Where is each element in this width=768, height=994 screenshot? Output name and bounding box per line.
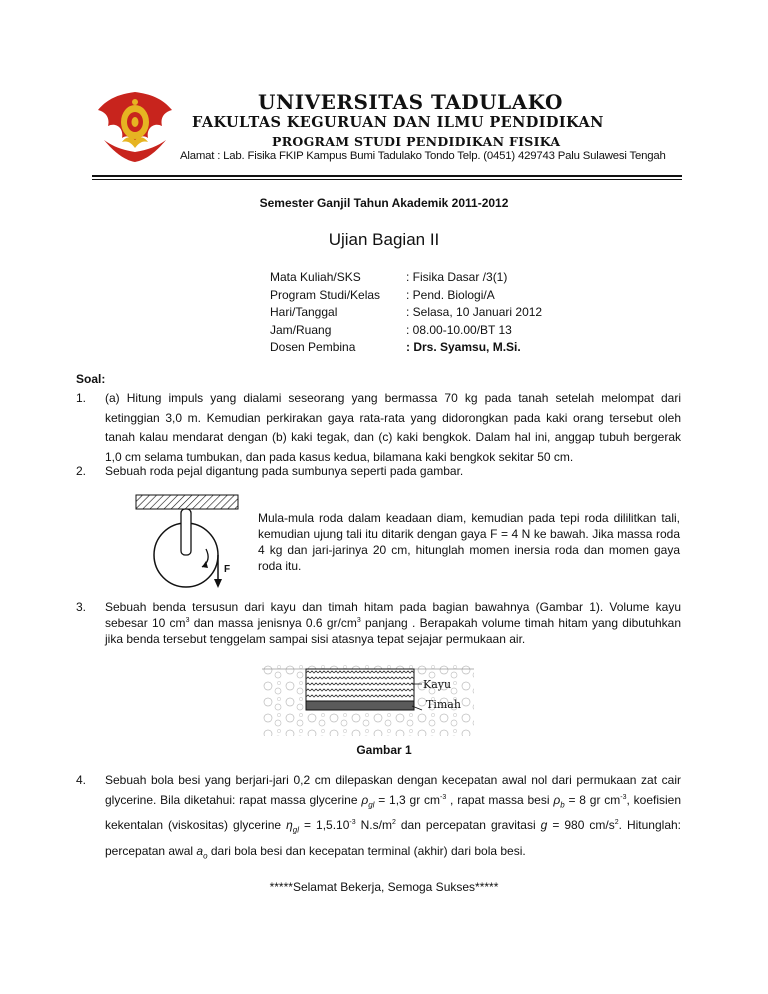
superscript: -3 xyxy=(620,794,627,801)
subscript: b xyxy=(560,800,565,810)
info-label: Program Studi/Kelas xyxy=(270,287,381,302)
info-row xyxy=(270,322,542,340)
text-segment: = 1,3 gr cm xyxy=(374,793,441,807)
info-label: Jam/Ruang xyxy=(270,322,332,337)
text-segment: panjang . Berapakah volume timah hitam yang dibutuhkan jika benda tersebut tenggelam sampai sisi atasnya tepat sejajar permukaan air. xyxy=(105,616,682,646)
question-number: 1. xyxy=(76,391,87,405)
figure-1-caption: Gambar 1 xyxy=(356,743,412,757)
symbol-rho: ρ xyxy=(361,793,369,807)
subscript: gl xyxy=(368,800,375,810)
question-text xyxy=(105,599,681,647)
header-rule xyxy=(92,175,682,177)
question-number: 3. xyxy=(76,600,87,614)
info-label: Mata Kuliah/SKS xyxy=(270,270,361,284)
wheel-diagram xyxy=(130,493,250,598)
question-text xyxy=(105,770,681,866)
text-segment: N.s/m xyxy=(355,818,392,833)
subscript: gl xyxy=(292,825,299,835)
text-segment: , koefisien kekentalan (viskositas) glycerine xyxy=(105,793,682,833)
superscript: 3 xyxy=(356,617,361,624)
text-segment: dari bola besi dan kecepatan terminal (akhir) dari bola besi. xyxy=(207,843,526,858)
symbol-a: a xyxy=(196,843,204,858)
label-kayu: Kayu xyxy=(423,678,452,691)
text-segment: dan percepatan gravitasi xyxy=(395,818,541,833)
question-4 xyxy=(76,770,681,866)
soal-label: Soal: xyxy=(76,372,106,386)
text-segment: dan massa jenisnya 0.6 gr/cm xyxy=(189,616,357,630)
info-value: : 08.00-10.00/BT 13 xyxy=(406,322,512,337)
question-2-description: Mula-mula roda dalam keadaan diam, kemudian pada tepi roda dililitkan tali, kemudian ujung tali itu ditarik dengan gaya F = 4 N ke bawah. Jika massa roda 4 kg dan jari-jarinya 20 cm, hitunglah momen inersia roda dan momen gaya roda itu. xyxy=(258,511,680,573)
superscript: -3 xyxy=(440,794,447,801)
exam-info xyxy=(270,269,542,357)
info-row xyxy=(270,339,542,357)
university-logo xyxy=(92,88,178,166)
address: Alamat : Lab. Fisika FKIP Kampus Bumi Tadulako Tondo Telp. (0451) 429743 Palu Sulawesi Tengah xyxy=(180,150,666,162)
text-segment: . Hitunglah: percepatan awal xyxy=(105,818,681,858)
info-row xyxy=(270,304,542,322)
text-segment: = 8 gr cm xyxy=(564,793,621,807)
faculty-name: FAKULTAS KEGURUAN DAN ILMU PENDIDIKAN xyxy=(192,114,604,131)
info-value: : Selasa, 10 Januari 2012 xyxy=(406,305,543,319)
force-label: F xyxy=(224,564,231,575)
superscript: 3 xyxy=(185,617,190,624)
info-value: : Drs. Syamsu, M.Si. xyxy=(406,340,521,354)
subscript: o xyxy=(203,851,208,861)
info-label: Hari/Tanggal xyxy=(270,305,338,319)
label-timah: Timah xyxy=(426,698,461,711)
question-number: 4. xyxy=(76,773,87,787)
symbol-eta: η xyxy=(286,818,293,833)
text-segment: Sebuah benda tersusun dari kayu dan timah hitam pada bagian bawahnya (Gambar 1). Volume kayu sebesar 10 cm xyxy=(105,600,681,630)
symbol-rho: ρ xyxy=(553,793,561,807)
symbol-g: g xyxy=(540,818,548,833)
info-row xyxy=(270,287,542,305)
superscript: 2 xyxy=(391,819,396,827)
question-2 xyxy=(76,462,681,482)
question-3 xyxy=(76,599,681,647)
program-name: PROGRAM STUDI PENDIDIKAN FISIKA xyxy=(272,134,561,149)
university-name: UNIVERSITAS TADULAKO xyxy=(258,90,563,114)
question-text: Sebuah roda pejal digantung pada sumbunya seperti pada gambar. xyxy=(105,464,464,478)
semester-line: Semester Ganjil Tahun Akademik 2011-2012 xyxy=(259,196,509,210)
superscript: -3 xyxy=(349,819,356,827)
closing-message: *****Selamat Bekerja, Semoga Sukses***** xyxy=(269,880,499,894)
text-segment: = 980 cm/s xyxy=(547,818,615,833)
exam-title: Ujian Bagian II xyxy=(328,230,440,249)
text-segment: = 1,5.10 xyxy=(299,818,350,833)
text-segment: , rapat massa besi xyxy=(446,793,554,807)
info-value: : Pend. Biologi/A xyxy=(406,287,495,302)
question-text: (a) Hitung impuls yang dialami seseorang yang bermassa 70 kg pada tanah setelah melompat dari ketinggian 3,0 m. Kemudian perkirakan gaya rata-rata yang didorongkan pada kaki orang tersebut oleh tanah kalau mendarat dengan (b) kaki tegak, dan (c) kaki bengkok. Dalam hal ini, anggap tubuh bergerak 1,0 cm selama tumbukan, dan pada kasus kedua, bilamana kaki bengkok sekitar 50 cm. xyxy=(105,391,681,464)
text-segment: Sebuah bola besi yang berjari-jari 0,2 cm dilepaskan dengan kecepatan awal nol dari permukaan zat cair glycerine. Bila diketahui: rapat massa glycerine xyxy=(105,773,681,807)
info-row xyxy=(270,269,542,287)
question-number: 2. xyxy=(76,464,87,478)
header-rule-thin xyxy=(92,179,682,180)
question-1 xyxy=(76,389,681,467)
superscript: 2 xyxy=(614,819,619,827)
info-value: : Fisika Dasar /3(1) xyxy=(406,270,508,284)
info-label: Dosen Pembina xyxy=(270,340,356,354)
